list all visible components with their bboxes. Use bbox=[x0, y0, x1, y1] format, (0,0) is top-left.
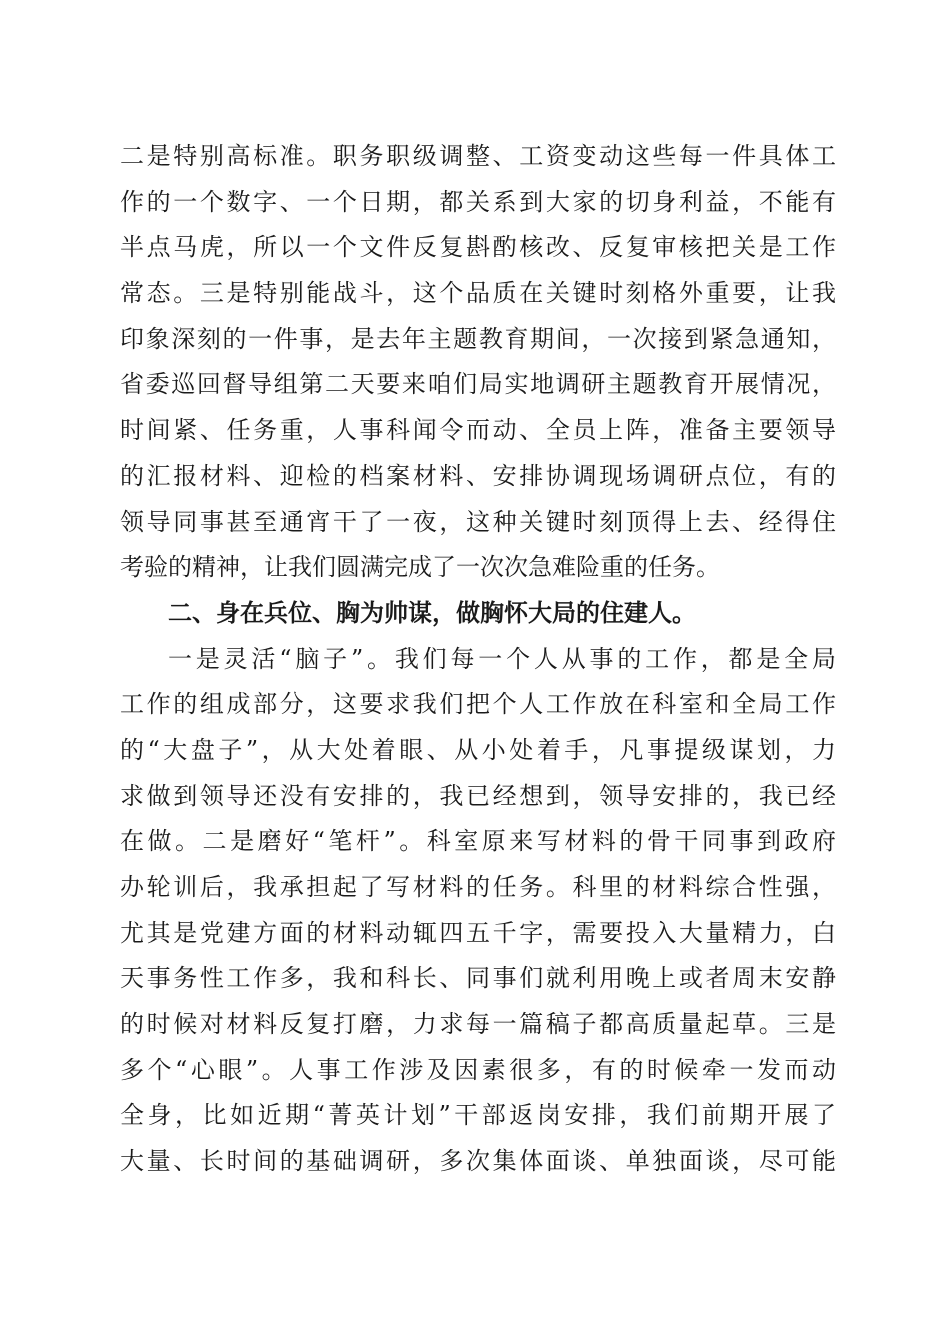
text-line: 二是特别高标准。职务职级调整、工资变动这些每一件具体工 bbox=[120, 142, 836, 170]
text-line: 常态。三是特别能战斗，这个品质在关键时刻格外重要，让我 bbox=[120, 279, 836, 308]
text-line: 时间紧、任务重，人事科闻令而动、全员上阵，准备主要领导 bbox=[120, 416, 836, 445]
text-line: 大量、长时间的基础调研，多次集体面谈、单独面谈，尽可能 bbox=[120, 1147, 836, 1176]
section-heading: 二、身在兵位、胸为帅谋，做胸怀大局的住建人。 bbox=[168, 598, 696, 627]
text-line: 多个“心眼”。人事工作涉及因素很多，有的时候牵一发而动 bbox=[120, 1055, 836, 1084]
paragraph-big-picture bbox=[120, 637, 836, 1185]
text-line: 在做。二是磨好“笔杆”。科室原来写材料的骨干同事到政府 bbox=[120, 827, 836, 856]
text-line: 印象深刻的一件事，是去年主题教育期间，一次接到紧急通知， bbox=[120, 324, 836, 353]
paragraph-performance bbox=[120, 134, 836, 591]
text-line: 的“大盘子”，从大处着眼、从小处着手，凡事提级谋划，力 bbox=[120, 735, 836, 764]
text-line: 的汇报材料、迎检的档案材料、安排协调现场调研点位，有的 bbox=[120, 461, 836, 490]
text-line: 作的一个数字、一个日期，都关系到大家的切身利益，不能有 bbox=[120, 187, 836, 216]
text-line: 天事务性工作多，我和科长、同事们就利用晚上或者周末安静 bbox=[120, 964, 836, 993]
text-line: 省委巡回督导组第二天要来咱们局实地调研主题教育开展情况， bbox=[120, 370, 836, 399]
text-line: 尤其是党建方面的材料动辄四五千字，需要投入大量精力，白 bbox=[120, 918, 836, 947]
text-line: 办轮训后，我承担起了写材料的任务。科里的材料综合性强， bbox=[120, 873, 836, 901]
text-line: 全身，比如近期“菁英计划”干部返岗安排，我们前期开展了 bbox=[120, 1101, 836, 1130]
text-line: 求做到领导还没有安排的，我已经想到，领导安排的，我已经 bbox=[120, 781, 836, 810]
text-line: 考验的精神，让我们圆满完成了一次次急难险重的任务。 bbox=[120, 553, 720, 582]
text-line: 一是灵活“脑子”。我们每一个人从事的工作，都是全局 bbox=[168, 644, 836, 673]
text-line: 领导同事甚至通宵干了一夜，这种关键时刻顶得上去、经得住 bbox=[120, 507, 836, 536]
text-line: 的时候对材料反复打磨，力求每一篇稿子都高质量起草。三是 bbox=[120, 1010, 836, 1039]
document-body bbox=[120, 134, 836, 1185]
text-line: 工作的组成部分，这要求我们把个人工作放在科室和全局工作 bbox=[120, 690, 836, 719]
text-line: 半点马虎，所以一个文件反复斟酌核改、反复审核把关是工作 bbox=[120, 233, 836, 262]
